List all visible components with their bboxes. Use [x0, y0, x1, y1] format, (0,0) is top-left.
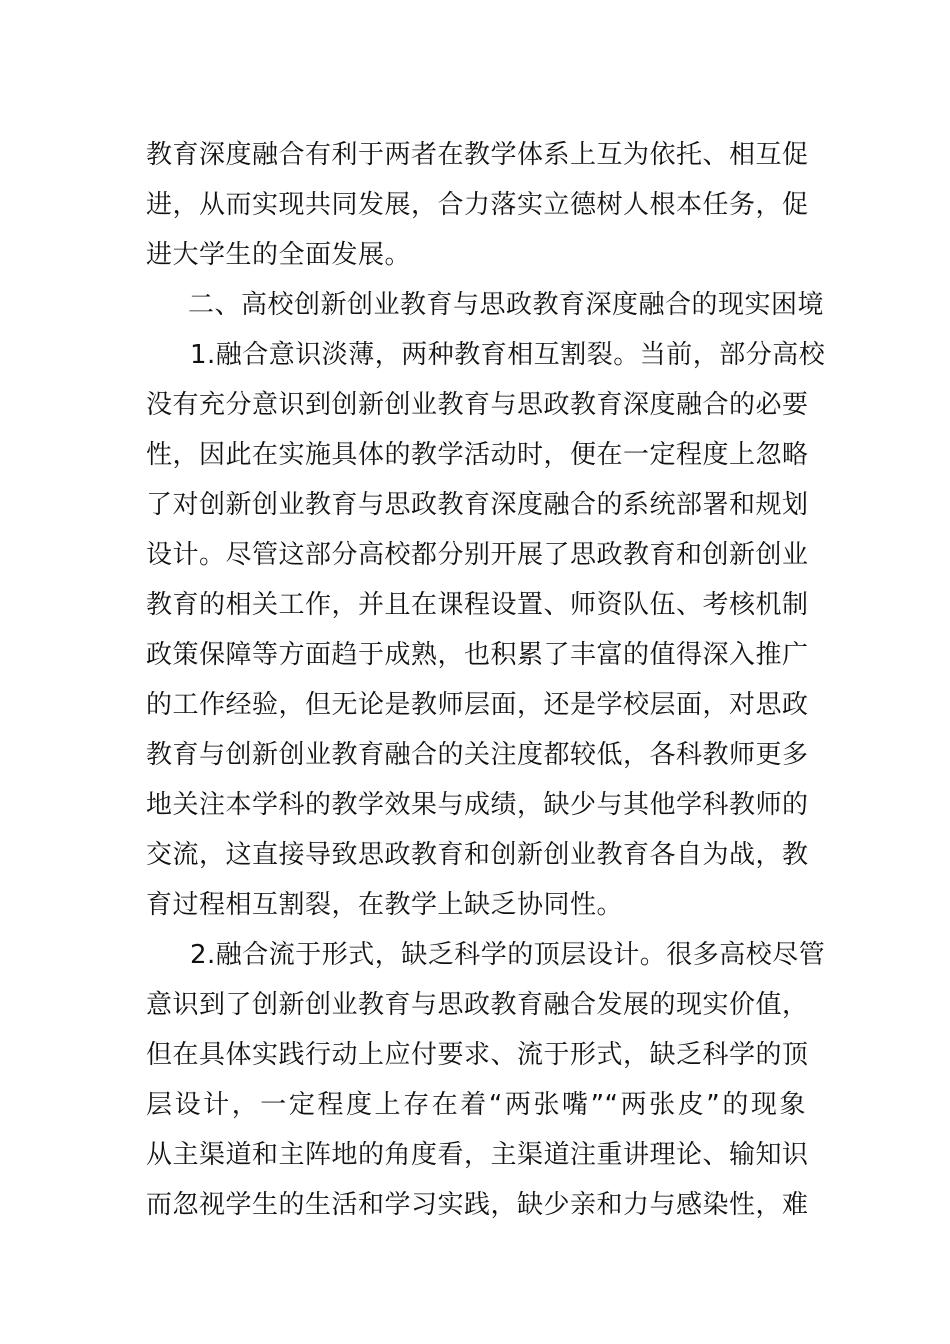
- text-line: 教育的相关工作，并且在课程设置、师资队伍、考核机制: [146, 590, 809, 620]
- paragraph-end-line: 进大学生的全面发展。: [146, 240, 412, 270]
- document-body: [146, 130, 826, 1230]
- text-line: 交流，这直接导致思政教育和创新创业教育各自为战，教: [146, 840, 809, 870]
- text-line: 教育与创新创业教育融合的关注度都较低，各科教师更多: [146, 740, 809, 770]
- text-line: 政策保障等方面趋于成熟，也积累了丰富的值得深入推广: [146, 640, 809, 670]
- text-line: 而忽视学生的生活和学习实践，缺少亲和力与感染性，难: [146, 1190, 809, 1220]
- text-line: 了对创新创业教育与思政教育深度融合的系统部署和规划: [146, 490, 809, 520]
- text-line: 从主渠道和主阵地的角度看，主渠道注重讲理论、输知识: [146, 1140, 809, 1170]
- text-line: 设计。尽管这部分高校都分别开展了思政教育和创新创业: [146, 540, 809, 570]
- text-line: 地关注本学科的教学效果与成绩，缺少与其他学科教师的: [146, 790, 809, 820]
- section-heading: 二、高校创新创业教育与思政教育深度融合的现实困境: [188, 290, 825, 320]
- paragraph-heading-line: 2.融合流于形式，缺乏科学的顶层设计。很多高校尽管: [190, 940, 826, 970]
- text-line: 教育深度融合有利于两者在教学体系上互为依托、相互促: [146, 140, 809, 170]
- text-line: 的工作经验，但无论是教师层面，还是学校层面，对思政: [146, 690, 809, 720]
- text-line: 进，从而实现共同发展，合力落实立德树人根本任务，促: [146, 190, 809, 220]
- text-line: 意识到了创新创业教育与思政教育融合发展的现实价值，: [146, 990, 809, 1020]
- text-line: 层设计，一定程度上存在着“两张嘴”“两张皮”的现象: [146, 1090, 806, 1120]
- text-line: 没有充分意识到创新创业教育与思政教育深度融合的必要: [146, 390, 809, 420]
- paragraph-heading-line: 1.融合意识淡薄，两种教育相互割裂。当前，部分高校: [190, 340, 826, 370]
- paragraph-end-line: 育过程相互割裂，在教学上缺乏协同性。: [146, 890, 624, 920]
- text-line: 但在具体实践行动上应付要求、流于形式，缺乏科学的顶: [146, 1040, 809, 1070]
- text-line: 性，因此在实施具体的教学活动时，便在一定程度上忽略: [146, 440, 809, 470]
